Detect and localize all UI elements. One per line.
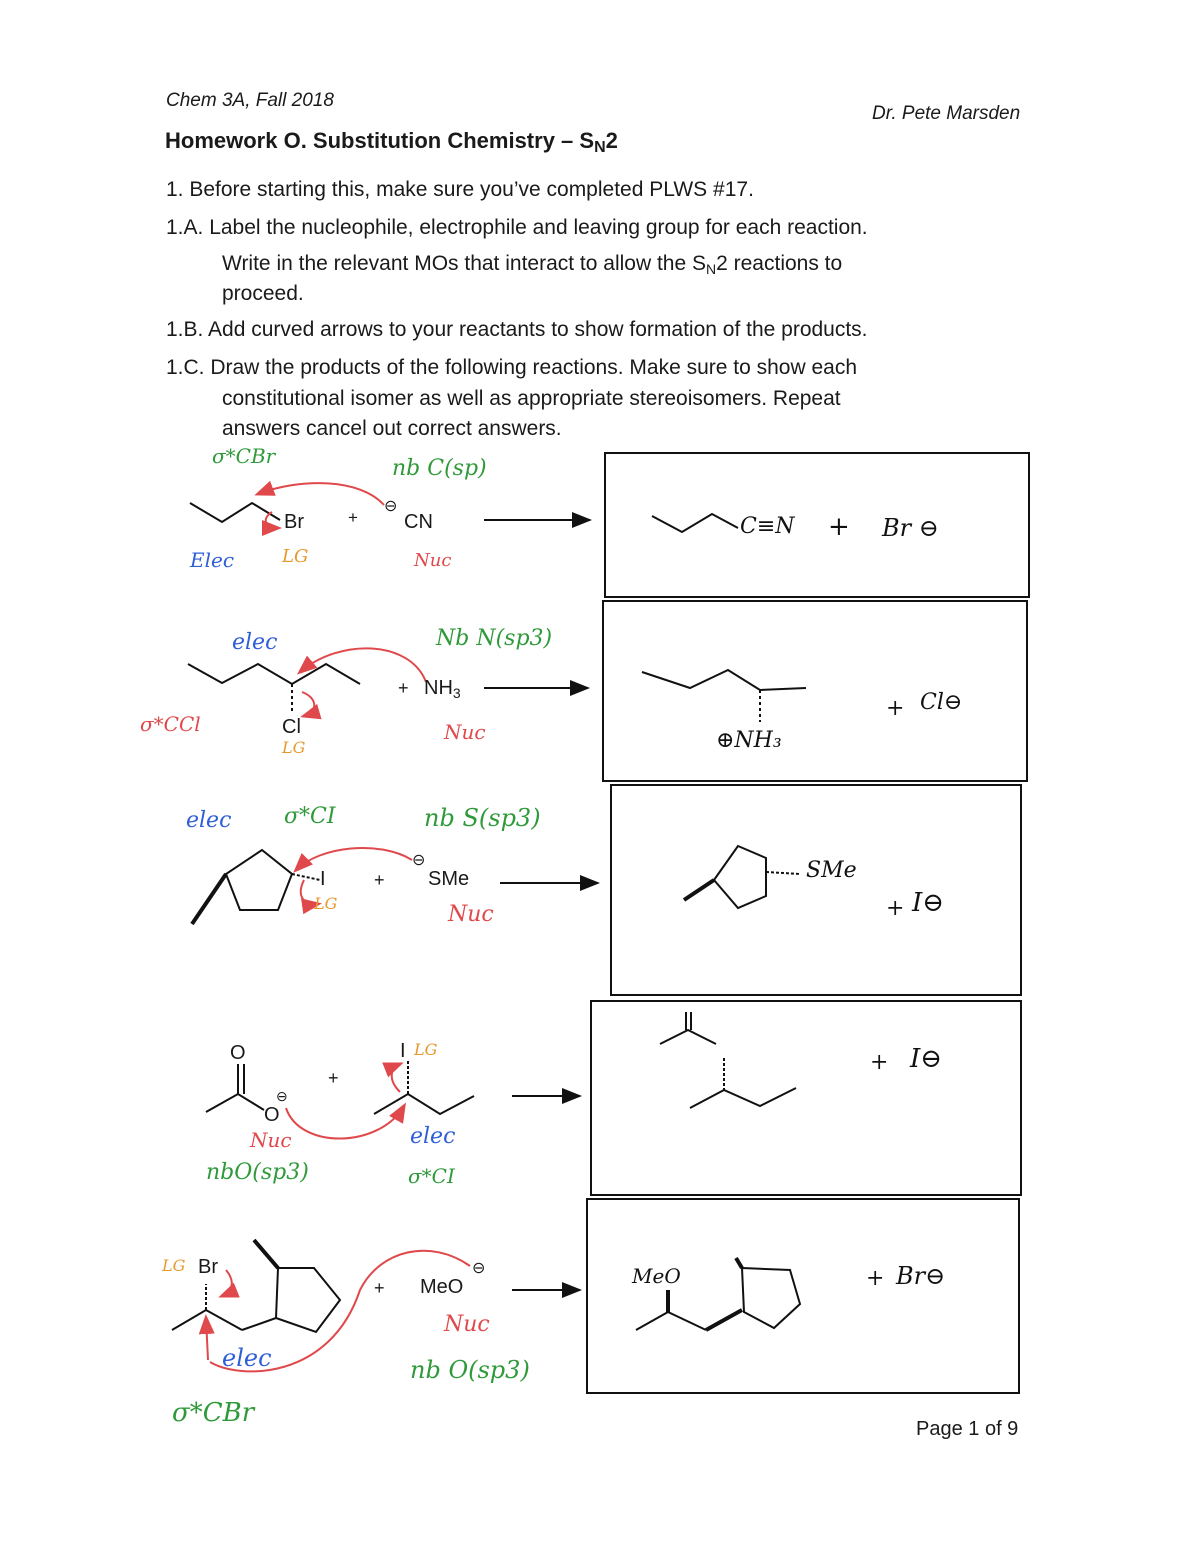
instruction-1a-line3: proceed. [222,282,304,305]
reaction5-leaving-atom: Br [198,1256,218,1278]
reaction2-product-group: ⊕NH₃ [716,728,782,753]
reaction1-plus: + [348,508,358,527]
reaction1-nucleophile: CN [404,511,433,533]
reaction4-reactant-alkyl [374,1060,474,1114]
reaction5-reactant [172,1240,340,1332]
instruction-1a-line2-end: 2 reactions to [716,252,843,275]
reaction2-nucleophile-subscript: 3 [452,685,461,701]
reaction4-plus: + [328,1068,339,1088]
reaction5-arrow-nuc-head [206,1318,208,1360]
reaction2-arrow-nuc [300,648,426,682]
reaction5-charge: ⊖ [472,1260,486,1277]
reaction5-mo-nucleophile: nb O(sp3) [410,1356,530,1384]
reaction4-leaving-atom: I [400,1040,406,1062]
reaction2-label-nuc: Nuc [444,720,486,744]
reaction2-arrow-lg [302,692,314,716]
reaction3-leaving-atom: I [320,868,326,890]
reaction4-charge: ⊖ [276,1088,288,1104]
reaction1-product-chain [652,514,738,532]
reaction4-product-plus: + [870,1050,889,1075]
page-number: Page 1 of 9 [916,1418,1019,1440]
instruction-1a-line2-start: Write in the relevant MOs that interact to allow the S [222,252,706,275]
reaction1-product-group: C≡N [740,514,795,539]
reaction4-product [660,1012,796,1108]
reaction2-product-plus: + [886,696,905,721]
reaction4-product-ion: I⊖ [910,1044,943,1074]
reaction3-charge: ⊖ [412,852,426,869]
reaction3-label-elec: elec [186,808,232,833]
reaction3-label-nuc: Nuc [448,902,494,927]
reaction2-leaving-atom: Cl [282,716,301,738]
instruction-1: 1. Before starting this, make sure you’ve completed PLWS #17. [166,178,754,201]
reaction1-label-nuc: Nuc [414,550,452,571]
reaction5-arrow-lg [222,1270,232,1296]
reaction5-label-nuc: Nuc [444,1312,490,1337]
instruction-1c-line2: constitutional isomer as well as appropriate stereoisomers. Repeat [222,387,841,410]
reaction4-arrow-nuc [286,1106,404,1139]
reaction2-label-elec: elec [232,630,278,655]
instruction-1c-line3: answers cancel out correct answers. [222,417,562,440]
reaction2-nucleophile [424,677,461,701]
reaction4-arrow-lg [392,1064,400,1092]
reaction5-nucleophile: MeO [420,1276,464,1298]
reaction1-leaving-atom: Br [284,511,304,533]
reaction4-label-nuc: Nuc [250,1128,292,1152]
reaction5-label-lg: LG [162,1256,186,1275]
reaction4-carbonyl-oxygen: O [230,1042,246,1064]
reaction2-label-lg: LG [282,738,306,757]
reaction2-mo-electrophile: σ*CCl [140,712,201,736]
reaction3-label-lg: LG [314,894,338,913]
reaction4-mo-electrophile: σ*CI [408,1164,455,1188]
reaction3-plus: + [374,870,385,890]
title-text: Homework O. Substitution Chemistry – S [165,128,595,153]
reaction1-product-plus: + [828,512,850,542]
reaction4-mo-nucleophile: nbO(sp3) [206,1160,309,1185]
reaction3-product-ring [684,846,800,908]
reaction4-label-elec: elec [410,1124,456,1149]
title-end: 2 [605,128,618,153]
reaction4-label-lg: LG [414,1040,438,1059]
reaction2-nucleophile-text: NH [424,677,453,699]
instruction-1a-subscript: N [706,261,717,277]
reaction1-mo-nucleophile: nb C(sp) [392,456,487,481]
reaction1-arrow-nuc [258,483,384,505]
instruction-1b: 1.B. Add curved arrows to your reactants to show formation of the products. [166,318,868,341]
instructor-name: Dr. Pete Marsden [872,103,1021,124]
reaction1-product-ion: Br ⊖ [882,514,939,542]
reaction2-reactant [188,664,360,714]
reaction3-mo-electrophile: σ*CI [284,804,336,829]
reaction1-label-elec: Elec [190,548,235,572]
course-label: Chem 3A, Fall 2018 [166,90,334,111]
reaction5-product-plus: + [866,1266,885,1291]
reaction1-mo-electrophile: σ*CBr [212,444,276,468]
reaction1-charge: ⊖ [384,498,398,515]
reaction2-mo-nucleophile: Nb N(sp3) [436,626,553,651]
reaction1-label-lg: LG [282,546,309,567]
reaction3-nucleophile: SMe [428,868,470,890]
reaction3-arrow-nuc [296,848,412,870]
instruction-1a: 1.A. Label the nucleophile, electrophile and leaving group for each reaction. [166,216,868,239]
reaction3-product-ion: I⊖ [912,888,945,918]
reaction4-reactant-acetate [206,1064,264,1112]
reaction3-product-group: SMe [806,858,857,883]
reaction2-product-chain [642,670,806,722]
title-subscript: N [594,139,606,156]
reaction5-product-ion: Br⊖ [896,1262,946,1290]
reaction3-mo-nucleophile: nb S(sp3) [424,804,541,832]
reaction5-product-group: MeO [632,1264,681,1288]
reaction5-label-elec: elec [222,1344,272,1372]
reaction5-mo-electrophile: σ*CBr [172,1398,255,1428]
instruction-1c: 1.C. Draw the products of the following reactions. Make sure to show each [166,356,858,379]
reaction5-plus: + [374,1278,385,1298]
reaction2-plus: + [398,678,409,698]
reaction4-ester-oxygen: O [264,1104,280,1126]
reaction3-product-plus: + [886,896,905,921]
reaction2-product-ion: Cl⊖ [920,690,963,715]
